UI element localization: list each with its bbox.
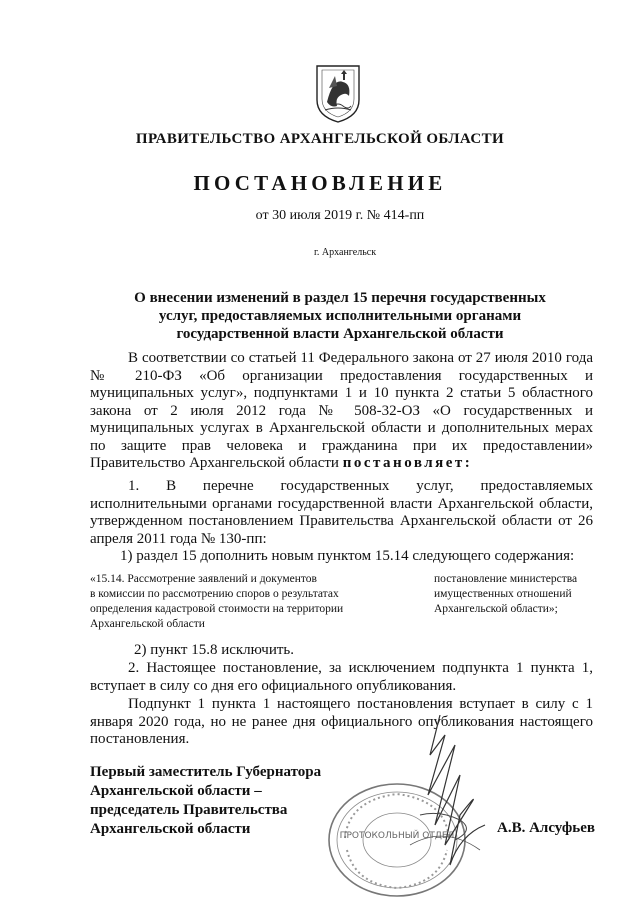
table-cell-service	[90, 572, 390, 632]
signer-name: А.В. Алсуфьев	[497, 820, 595, 836]
resolves-word: постановляет:	[342, 455, 473, 471]
signer-line: Первый заместитель Губернатора	[90, 764, 322, 780]
handwritten-signature-icon	[400, 715, 495, 885]
government-title: ПРАВИТЕЛЬСТВО АРХАНГЕЛЬСКОЙ ОБЛАСТИ	[135, 131, 505, 147]
date-and-number: от 30 июля 2019 г. № 414-пп	[255, 208, 425, 223]
table-line: постановление министерства	[434, 573, 578, 585]
coat-of-arms-icon	[313, 62, 363, 124]
signer-line: Архангельской области –	[90, 783, 262, 799]
subject-line: О внесении изменений в раздел 15 перечня государственных	[134, 290, 546, 306]
item-3-paragraph: Подпункт 1 пункта 1 настоящего постановления вступает в силу с 1 января 2020 года, но не ранее дня официального опубликования настоящего постановления.	[90, 696, 593, 747]
subitem-2-paragraph: 2) пункт 15.8 исключить.	[134, 642, 295, 658]
table-line: имущественных отношений	[434, 588, 572, 600]
city: г. Архангельск	[313, 247, 377, 258]
table-line: в комиссии по рассмотрению споров о результатах	[90, 588, 339, 600]
item-1-paragraph: 1. В перечне государственных услуг, предоставляемых исполнительными органами государственной власти Архангельской области, утвержденном постановлением Правительства Архангельской области от 26 апреля 2011 года № 130-пп:	[90, 478, 593, 547]
signer-position	[90, 763, 350, 839]
document-subject	[130, 289, 550, 343]
table-cell-authority	[434, 572, 604, 617]
table-line: определения кадастровой стоимости на территории	[90, 603, 344, 615]
document-type: ПОСТАНОВЛЕНИЕ	[193, 171, 447, 195]
signer-line: Архангельской области	[90, 821, 251, 837]
stamp-text: ПРОТОКОЛЬНЫЙ ОТДЕЛ	[339, 831, 455, 841]
table-line: Архангельской области	[90, 618, 205, 630]
subject-line: услуг, предоставляемых исполнительными органами	[158, 308, 522, 324]
item-2-paragraph: 2. Настоящее постановление, за исключением подпункта 1 пункта 1, вступает в силу со дня его официального опубликования.	[90, 660, 593, 694]
subitem-1-paragraph: 1) раздел 15 дополнить новым пунктом 15.14 следующего содержания:	[120, 548, 575, 564]
table-line: Архангельской области»;	[434, 603, 558, 615]
subject-line: государственной власти Архангельской области	[176, 326, 504, 342]
preamble-paragraph	[90, 350, 593, 473]
signer-line: председатель Правительства	[90, 802, 288, 818]
table-line: «15.14. Рассмотрение заявлений и документов	[90, 573, 317, 585]
preamble-text: В соответствии со статьей 11 Федерального закона от 27 июля 2010 года № 210-ФЗ «Об организации предоставления государственных и муниципальных услуг», подпунктами 1 и 10 пункта 2 статьи 5 областного закона от 2 июля 2012 года № 508-32-ОЗ «О государственных и муниципальных услугах в Архангельской области и дополнительных мерах по защите прав человека и гражданина при их предоставлении» Правительство Архангельской области	[90, 350, 593, 471]
